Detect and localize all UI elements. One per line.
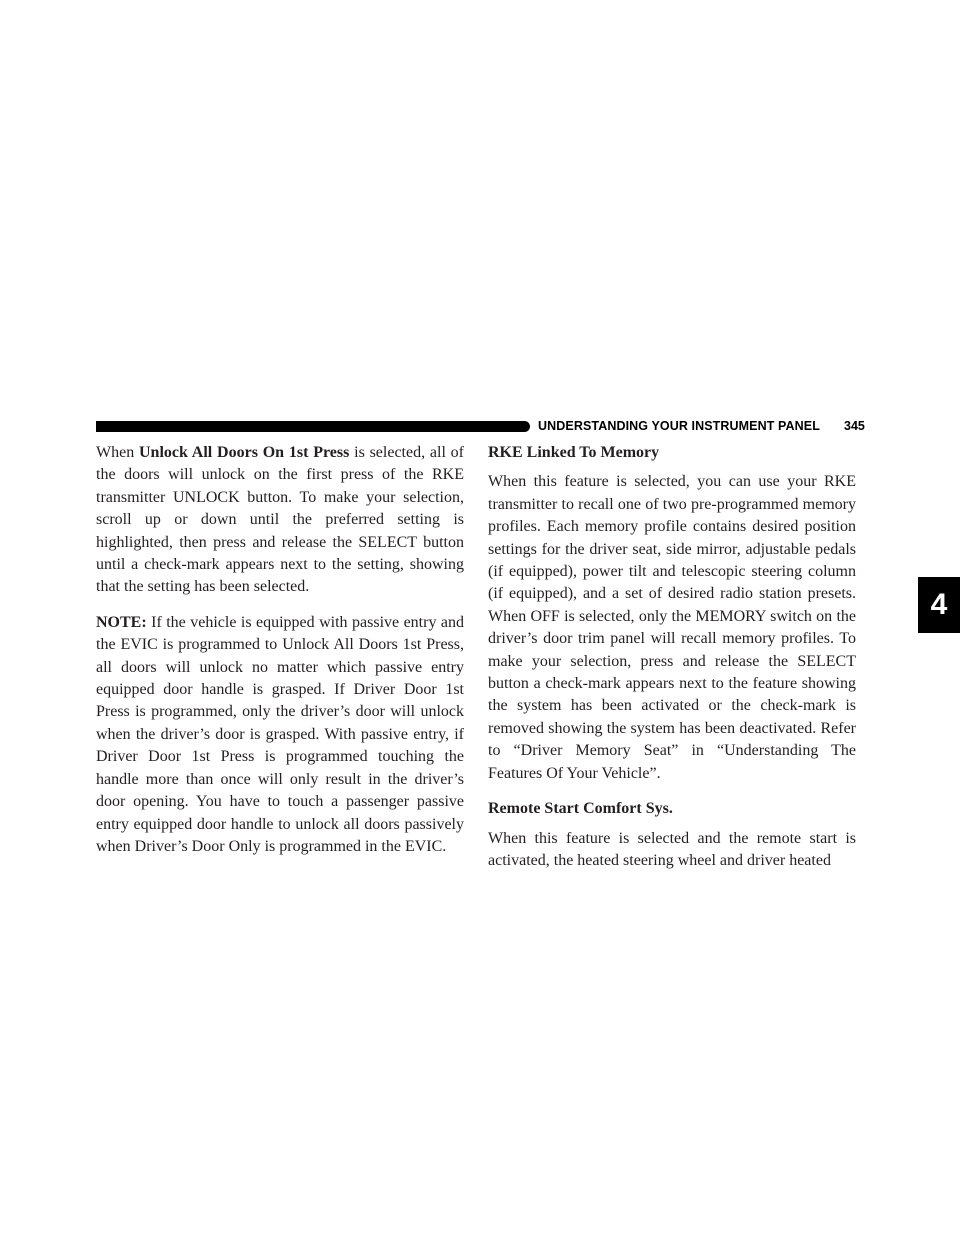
paragraph-unlock-all-doors [96,442,464,599]
heading-remote-start-comfort: Remote Start Comfort Sys. [488,800,673,818]
note-paragraph [96,612,464,858]
paragraph-body-text: is selected, all of the doors will unlock on the first press of the RKE transmitter UNLOCK button. To make your selection, scroll up or down until the preferred setting is highlighted, then press and release the SELECT button until a check-mark appears next to the setting, showing that the setting has been selected. [96,444,464,596]
header-rule [96,421,530,432]
note-label: NOTE: [96,613,147,631]
chapter-tab[interactable] [918,577,960,633]
paragraph-rke-linked: When this feature is selected, you can use your RKE transmitter to recall one of two pre-programmed memory profiles. Each memory profile contains desired position settings for the driver seat, side mirror, adjustable pedals (if equipped), power tilt and telescopic steering column (if equipped), and a set of desired radio station presets. When OFF is selected, only the MEMORY switch on the driver’s door trim panel will recall memory profiles. To make your selection, press and release the SELECT button a check-mark appears next to the feature showing the system has been activated or the check-mark is removed showing the system has been deactivated. Refer to “Driver Memory Seat” in “Understanding The Features Of Your Vehicle”. [488,473,856,782]
right-column [488,442,856,885]
paragraph-remote-start: When this feature is selected and the remote start is activated, the heated steering wheel and driver heated [488,829,856,869]
page-number: 345 [844,419,865,433]
chapter-number: 4 [930,588,948,621]
setting-name-bold: Unlock All Doors On 1st Press [139,444,350,461]
paragraph-lead-text: When [96,444,139,461]
heading-rke-linked-to-memory: RKE Linked To Memory [488,444,660,461]
left-column [96,442,464,871]
running-header-title: UNDERSTANDING YOUR INSTRUMENT PANEL [538,419,820,433]
note-text: If the vehicle is equipped with passive entry and the EVIC is programmed to Unlock All Doors 1st Press, all doors will unlock no matter which passive entry equipped door handle is grasped. If Driver Door 1st Press is programmed, only the driver’s door will unlock when the driver’s door is grasped. With passive entry, if Driver Door 1st Press is programmed touching the handle more than once will only result in the driver’s door opening. You have to touch a passenger passive entry equipped door handle to unlock all doors passively when Driver’s Door Only is programmed in the EVIC. [96,613,464,855]
